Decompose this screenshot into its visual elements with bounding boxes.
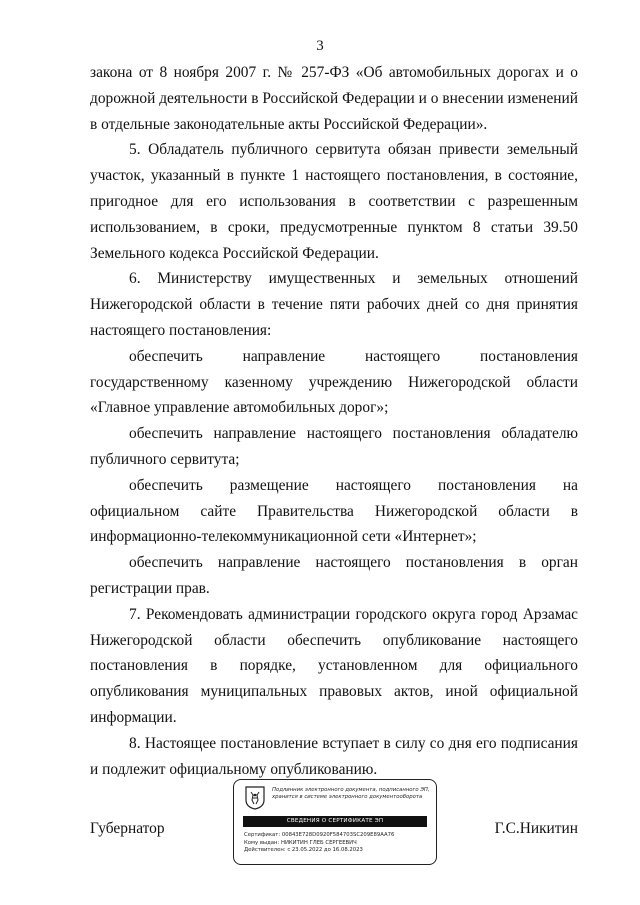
electronic-signature-stamp bbox=[233, 779, 437, 865]
paragraph-item-5: 5. Обладатель публичного сервитута обязан привести земельный участок, указанный в пункте 1 настоящего постановления, в состояние, пригодное для его использования в соответствии с разрешенным использованием, в сроки, предусмотренные пунктом 8 статьи 39.50 Земельного кодекса Российской Федерации. bbox=[90, 141, 578, 262]
paragraph-law-continuation: закона от 8 ноября 2007 г. № 257-ФЗ «Об автомобильных дорогах и о дорожной деятельности в Российской Федерации и о внесении изменений в отдельные законодательные акты Российской Федерации». bbox=[90, 64, 578, 133]
page-number: 3 bbox=[316, 38, 324, 54]
certificate-row bbox=[244, 832, 434, 840]
stamp-details bbox=[244, 832, 434, 855]
paragraph-item-6: 6. Министерству имущественных и земельных отношений Нижегородской области в течение пяти рабочих дней со дня принятия настоящего постановления: bbox=[90, 270, 578, 339]
paragraph-item-6-holder: обеспечить направление настоящего постановления обладателю публичного сервитута; bbox=[90, 425, 578, 468]
paragraph-item-7: 7. Рекомендовать администрации городского округа город Арзамас Нижегородской области обеспечить опубликование настоящего постановления в порядке, установленном для официального опубликования муниципальных правовых актов, иной официальной информации. bbox=[90, 605, 578, 726]
stamp-notice: Подлинник электронного документа, подписанного ЭП, хранится в системе электронного документооборота bbox=[272, 787, 430, 800]
certificate-value: 00843E728D0920F584703SC209E89AA76 bbox=[281, 832, 395, 838]
validity-row bbox=[244, 847, 434, 855]
issued-to-label: Кому выдан: bbox=[244, 839, 280, 846]
stamp-header: СВЕДЕНИЯ О СЕРТИФИКАТЕ ЭП bbox=[243, 816, 427, 827]
signatory-name: Г.С.Никитин bbox=[494, 820, 578, 837]
validity-value: с 23.05.2022 до 16.08.2023 bbox=[287, 847, 363, 853]
paragraph-item-6-website: обеспечить размещение настоящего постановления на официальном сайте Правительства Нижегородской области в информационно-телекоммуникационной сети «Интернет»; bbox=[90, 476, 578, 546]
signatory-position: Губернатор bbox=[90, 820, 165, 837]
paragraph-item-6-direction: обеспечить направление настоящего постановления государственному казенному учреждению Нижегородской области «Главное управление автомобильных дорог»; bbox=[90, 347, 578, 417]
certificate-label: Сертификат: bbox=[244, 832, 281, 838]
paragraph-item-8: 8. Настоящее постановление вступает в силу со дня его подписания и подлежит официальному опубликованию. bbox=[90, 734, 578, 778]
validity-label: Действителен: bbox=[244, 847, 286, 853]
paragraph-item-6-registration: обеспечить направление настоящего постановления в орган регистрации прав. bbox=[90, 554, 578, 597]
deer-emblem-icon bbox=[245, 786, 265, 810]
document-body bbox=[90, 60, 578, 782]
issued-to-row bbox=[244, 840, 434, 848]
issued-to-value: НИКИТИН ГЛЕБ СЕРГЕЕВИЧ bbox=[280, 839, 357, 846]
